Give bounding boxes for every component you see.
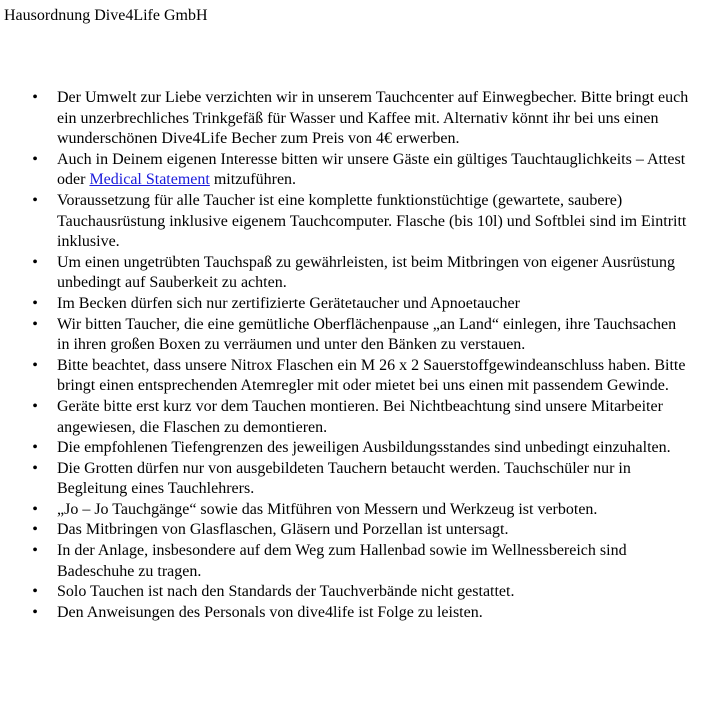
medical-statement-link[interactable]: Medical Statement <box>89 171 210 189</box>
rule-item <box>0 150 700 191</box>
rule-text: Bitte beachtet, dass unsere Nitrox Flaschen ein M 26 x 2 Sauerstoffgewindeanschluss haben. Bitte bringt einen entsprechenden Atemregler mit oder mietet bei uns einen mit passendem Gewinde. <box>57 356 686 395</box>
rule-item <box>0 438 700 459</box>
rule-text: Den Anweisungen des Personals von dive4life ist Folge zu leisten. <box>57 603 483 621</box>
bullet-icon: • <box>32 294 38 312</box>
rule-text: Solo Tauchen ist nach den Standards der Tauchverbände nicht gestattet. <box>57 583 515 601</box>
page-title: Hausordnung Dive4Life GmbH <box>4 7 208 24</box>
bullet-icon: • <box>32 150 38 168</box>
rule-text: Der Umwelt zur Liebe verzichten wir in unserem Tauchcenter auf Einwegbecher. Bitte bringt euch ein unzerbrechliches Trinkgefäß für Wasser und Kaffee mit. Alternativ könnt ihr bei uns einen wunderschönen Dive4Life Becher zum Preis von 4€ erwerben. <box>57 89 689 148</box>
rule-item <box>0 603 700 624</box>
rule-text: Das Mitbringen von Glasflaschen, Gläsern und Porzellan ist untersagt. <box>57 521 509 539</box>
rule-item <box>0 459 700 500</box>
bullet-icon: • <box>32 603 38 621</box>
rule-item <box>0 191 700 253</box>
bullet-icon: • <box>32 521 38 539</box>
bullet-icon: • <box>32 500 38 518</box>
rule-text: Die Grotten dürfen nur von ausgebildeten Tauchern betaucht werden. Tauchschüler nur in Begleitung eines Tauchlehrers. <box>57 459 631 498</box>
rule-text: Wir bitten Taucher, die eine gemütliche Oberflächenpause „an Land“ einlegen, ihre Tauchsachen in ihren großen Boxen zu verräumen und unter den Bänken zu verstauen. <box>57 315 677 354</box>
rules-list <box>0 88 700 623</box>
bullet-icon: • <box>32 315 38 333</box>
bullet-icon: • <box>32 356 38 374</box>
rule-item <box>0 541 700 582</box>
bullet-icon: • <box>32 89 38 106</box>
rule-item <box>0 315 700 356</box>
rule-item <box>0 294 700 315</box>
rule-item <box>0 500 700 521</box>
rule-text: mitzuführen. <box>209 171 297 189</box>
rule-text: In der Anlage, insbesondere auf dem Weg zum Hallenbad sowie im Wellnessbereich sind Badeschuhe zu tragen. <box>57 542 627 580</box>
rule-item <box>0 520 700 541</box>
bullet-icon: • <box>32 542 38 560</box>
bullet-icon: • <box>32 191 38 209</box>
rule-text: Um einen ungetrübten Tauchspaß zu gewährleisten, ist beim Mitbringen von eigener Ausrüstung unbedingt auf Sauberkeit zu achten. <box>57 253 675 292</box>
rule-text: Die empfohlenen Tiefengrenzen des jeweiligen Ausbildungsstandes sind unbedingt einzuhalten. <box>57 439 671 457</box>
rule-text: Im Becken dürfen sich nur zertifizierte Gerätetaucher und Apnoetaucher <box>57 294 520 312</box>
bullet-icon: • <box>32 459 38 477</box>
rule-item <box>0 88 700 150</box>
rule-item <box>0 356 700 397</box>
rule-item <box>0 397 700 438</box>
bullet-icon: • <box>32 439 38 457</box>
rule-text: Geräte bitte erst kurz vor dem Tauchen montieren. Bei Nichtbeachtung sind unsere Mitarbeiter angewiesen, die Flaschen zu demontieren. <box>57 397 663 436</box>
rule-item <box>0 253 700 294</box>
rule-text: „Jo – Jo Tauchgänge“ sowie das Mitführen von Messern und Werkzeug ist verboten. <box>57 500 598 518</box>
bullet-icon: • <box>32 583 38 601</box>
rule-text: Voraussetzung für alle Taucher ist eine komplette funktionstüchtige (gewartete, saubere) Tauchausrüstung inklusive eigenem Tauchcomputer. Flasche (bis 10l) und Softblei sind im Eintritt inklusive. <box>57 191 687 251</box>
bullet-icon: • <box>32 397 38 415</box>
rule-text: Auch in Deinem eigenen Interesse bitten wir unsere Gäste ein gültiges Tauchtauglichkeits – Attest oder <box>57 150 686 189</box>
rule-item <box>0 582 700 603</box>
bullet-icon: • <box>32 253 38 271</box>
